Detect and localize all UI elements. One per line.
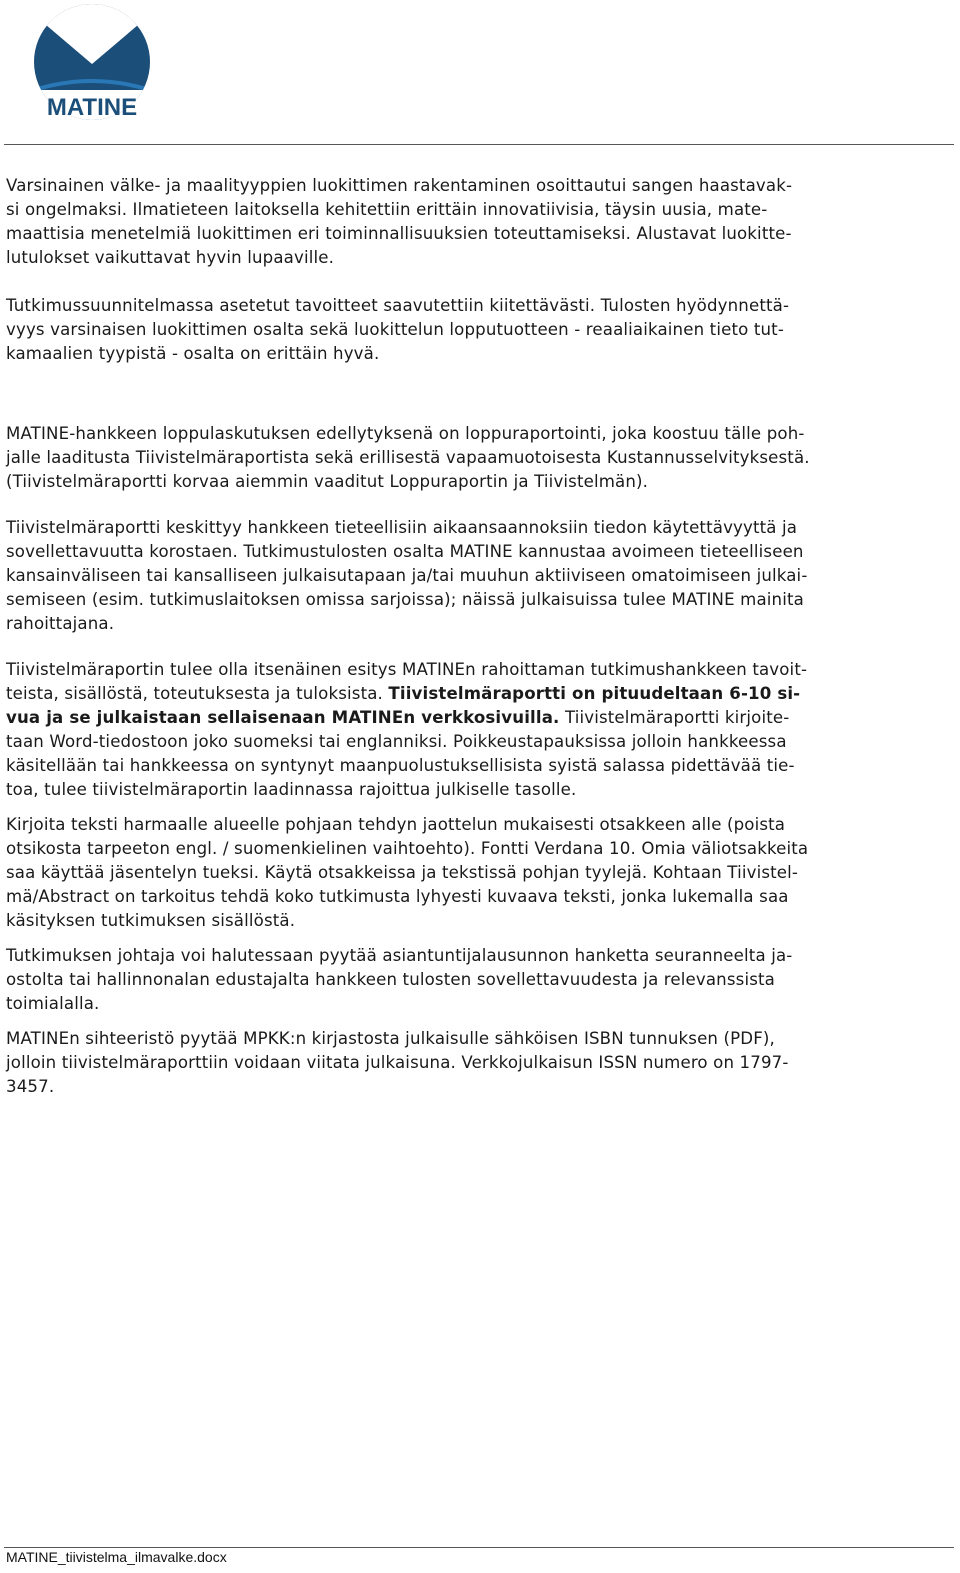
paragraph-goals: Tutkimussuunnitelmassa asetetut tavoitteet saavutettiin kiitettävästi. Tulosten hyödynnettä- vyys varsinaisen luokittimen osalta sekä luokittelun lopputuotteen - reaaliaikainen tieto tut- kamaalien tyypistä - osalta on erittäin hyvä. [6,296,790,363]
paragraph-isbn: MATINEn sihteeristö pyytää MPKK:n kirjastosta julkaisulle sähköisen ISBN tunnuksen (PDF), jolloin tiivistelmäraporttiin voidaan viitata julkaisuna. Verkkojulkaisun ISSN numero on 1797- 3457. [6,1029,789,1096]
report-requirements-text-c: Tiivistelmäraportti kirjoite- taan Word-tiedostoon joko suomeksi tai englanniksi. Poikkeustapauksissa jolloin hankkeessa käsitellään tai hankkeessa on syntynyt maanpuolustuksellisista syistä salassa pidettävää tie- toa, tulee tiivistelmäraportin laadinnassa rajoittua julkiselle tasolle. [6,708,795,799]
report-requirements-text-a: Tiivistelmäraportin tulee olla itsenäinen esitys MATINEn rahoittaman tutkimushankkeen tavoit- teista, sisällöstä, toteutuksesta ja tuloksista. [6,660,808,703]
paragraph-report-requirements [6,658,954,802]
footer-filename: MATINE_tiivistelma_ilmavalke.docx [6,1549,227,1565]
matine-logo [22,2,162,122]
paragraph-expert-statement: Tutkimuksen johtaja voi halutessaan pyytää asiantuntijalausunnon hanketta seuranneelta ja- ostolta tai hallinnonalan edustajalta hankkeen tulosten sovellettavuudesta ja relevanssista toimialalla. [6,946,793,1013]
paragraph-writing-instructions: Kirjoita teksti harmaalle alueelle pohjaan tehdyn jaottelun mukaisesti otsakkeen alle (poista otsikosta tarpeeton engl. / suomenkielinen vaihtoehto). Fontti Verdana 10. Omia väliotsakkeita saa käyttää jäsentelyn tueksi. Käytä otsakkeissa ja tekstissä pohjan tyylejä. Kohtaan Tiivistel- mä/Abstract on tarkoitus tehdä koko tutkimusta lyhyesti kuvaava teksti, jonka lukemalla saa käsityksen tutkimuksen sisällöstä. [6,815,809,930]
logo-text: MATINE [46,94,138,121]
header-rule [4,144,954,145]
paragraph-report-focus: Tiivistelmäraportti keskittyy hankkeen tieteellisiin aikaansaannoksiin tiedon käytettävyyttä ja sovellettavuutta korostaen. Tutkimustulosten osalta MATINE kannustaa avoimeen tieteelliseen kansainväliseen tai kansalliseen julkaisutapaan ja/tai muuhun aktiiviseen omatoimiseen julkai- semiseen (esim. tutkimuslaitoksen omissa sarjoissa); näissä julkaisuissa tulee MATINE mainita rahoittajana. [6,518,808,633]
report-length-emphasis: Tiivistelmäraportti on pituudeltaan 6-10 si- vua ja se julkaistaan sellaisenaan MATINEn verkkosivuilla. [6,684,801,727]
paragraph-final-reporting: MATINE-hankkeen loppulaskutuksen edellytyksenä on loppuraportointi, joka koostuu tälle poh- jalle laaditusta Tiivistelmäraportista sekä erillisestä vapaamuotoisesta Kustannusselvityksestä. (Tiivistelmäraportti korvaa aiemmin vaaditut Loppuraportin ja Tiivistelmän). [6,424,810,491]
document-body [6,174,954,1099]
matine-logo-graphic [22,2,162,122]
paragraph-classifier: Varsinainen välke- ja maalityyppien luokittimen rakentaminen osoittautui sangen haastavak- si ongelmaksi. Ilmatieteen laitoksella kehitettiin erittäin innovatiivisia, täysin uusia, mate- maattisia menetelmiä luokittimen eri toiminnallisuuksien toteuttamiseksi. Alustavat luokitte- lutulokset vaikuttavat hyvin lupaaville. [6,176,793,267]
footer-rule [4,1547,954,1548]
